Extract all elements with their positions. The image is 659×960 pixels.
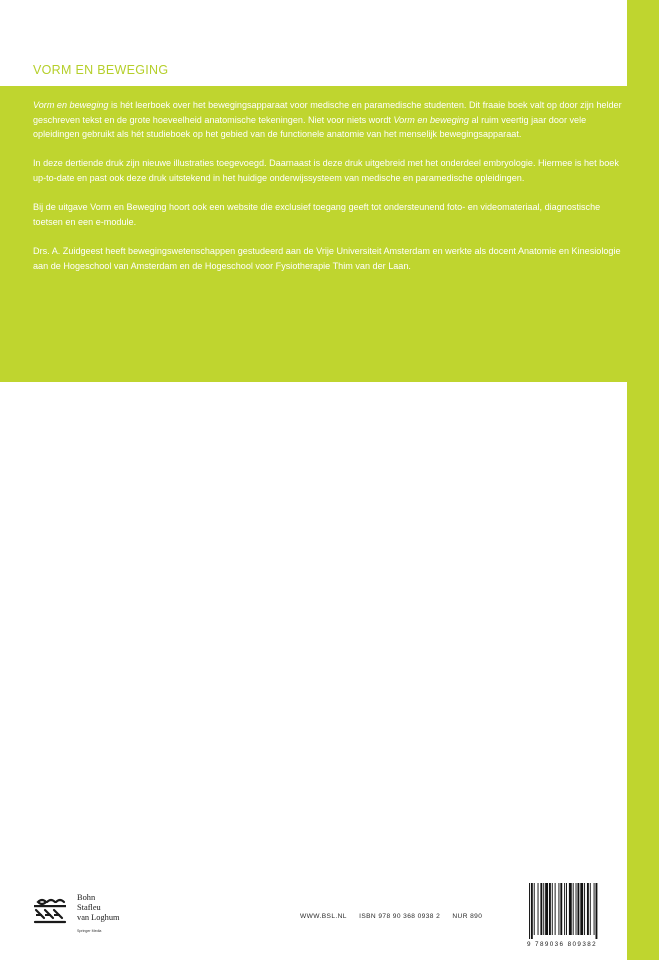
blurb-paragraph-1 [33, 98, 625, 142]
isbn-barcode [527, 883, 623, 949]
blurb-paragraph-2: In deze dertiende druk zijn nieuwe illustraties toegevoegd. Daarnaast is deze druk uitgebreid met het onderdeel embryologie. Hiermee is het boek up-to-date en past ook deze druk uitstekend in het huidige onderwijssysteem van medische en paramedische opleidingen. [33, 158, 619, 183]
publisher-logo [33, 893, 143, 939]
publication-info [300, 913, 492, 920]
right-color-strip [627, 0, 659, 960]
barcode-digits: 9 789036 809382 [527, 941, 598, 948]
publisher-name-line: Stafleu [77, 903, 101, 912]
book-title-italic: Vorm en beweging [33, 100, 109, 110]
blurb-text-segment: al ruim veertig jaar door vele opleidingen gebruikt als hét studieboek op het gebied van de functionele anatomie van het menselijk bewegingsapparaat. [33, 114, 587, 140]
publisher-subtitle: Springer Media [77, 929, 102, 933]
blurb-text [33, 98, 625, 288]
blurb-text-segment: is hét leerboek over het bewegingsapparaat voor medische en paramedische studenten. Dit fraaie boek valt op door zijn helder geschreven tekst en de grote hoeveelheid anatomische tekeningen. Niet voor niets wordt [33, 100, 622, 125]
publisher-name [77, 893, 143, 923]
publisher-name-line: Bohn [77, 893, 96, 902]
website-url: WWW.BSL.NL [300, 913, 347, 920]
nur-code: NUR 890 [452, 913, 483, 920]
isbn-number: ISBN 978 90 368 0938 2 [359, 913, 441, 920]
bsl-logo-icon [33, 896, 69, 926]
blurb-paragraph-3: Bij de uitgave Vorm en Beweging hoort ook een website die exclusief toegang geeft tot ondersteunend foto- en videomateriaal, diagnostische toetsen en een e-module. [33, 202, 601, 227]
publisher-name-line: van Loghum [77, 913, 120, 922]
barcode-icon [527, 883, 623, 939]
book-title: VORM EN BEWEGING [33, 63, 169, 77]
book-title-italic: Vorm en beweging [393, 114, 469, 125]
author-bio: Drs. A. Zuidgeest heeft bewegingswetenschappen gestudeerd aan de Vrije Universiteit Amsterdam en werkte als docent Anatomie en Kinesiologie aan de Hogeschool van Amsterdam en de Hogeschool voor Fysiotherapie Thim van der Laan. [33, 245, 621, 271]
